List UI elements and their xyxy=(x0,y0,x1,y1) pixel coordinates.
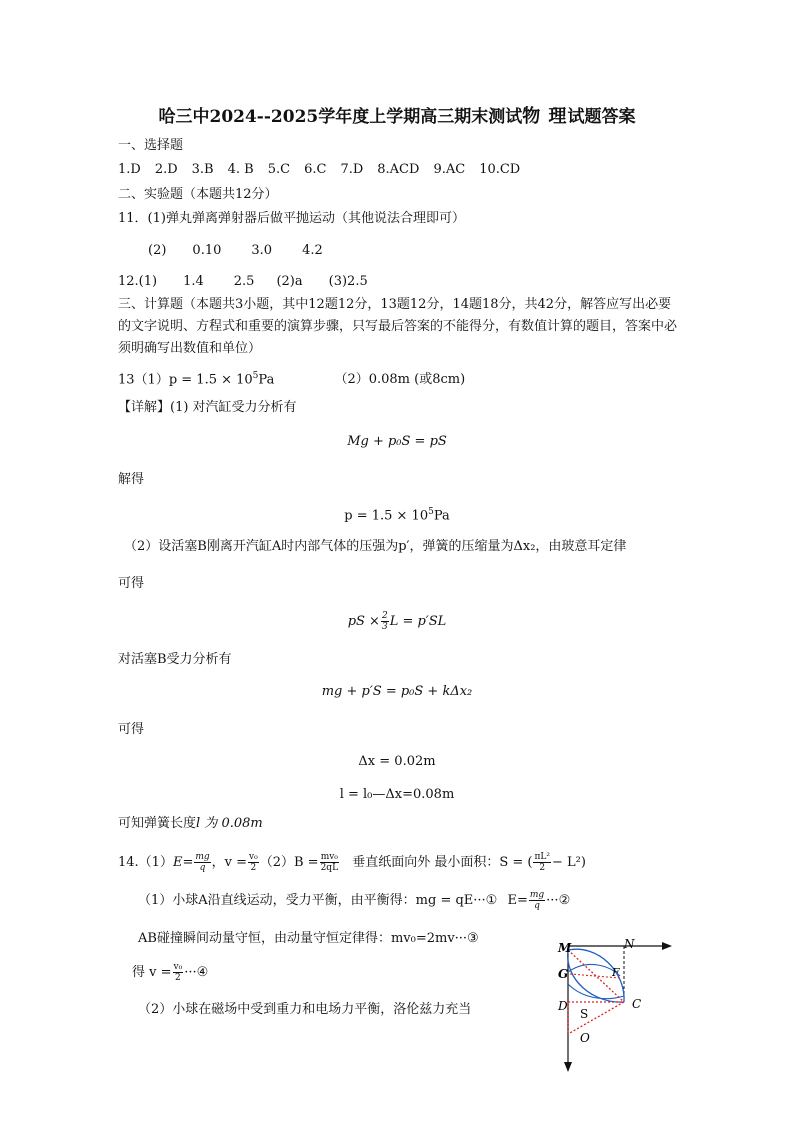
q14-e-frac xyxy=(194,852,210,873)
label-g: G xyxy=(558,967,569,981)
q13-eq2-unit: Pa xyxy=(433,508,450,524)
q14-line2-a: （1）小球A沿直线运动，受力平衡，由平衡得：mg = qE···① xyxy=(138,893,498,908)
choice-answer: 5.C xyxy=(267,162,291,177)
q13-eq2-base: p = 1.5 × 10 xyxy=(344,508,429,524)
magnetic-field-diagram xyxy=(548,936,678,1076)
q14-answers xyxy=(118,852,586,873)
q13-eq4: mg + p′S = p₀S + kΔx₂ xyxy=(321,684,473,699)
q13-eq3 xyxy=(0,611,794,632)
choice-answer: 8.ACD xyxy=(377,162,420,177)
q13-result: 可得 xyxy=(118,722,145,737)
q14-head: 14.（1） xyxy=(118,855,173,870)
q12-value: 1.4 xyxy=(183,274,204,289)
q14-v-lhs: ，v = xyxy=(211,855,248,870)
q12-value: (3)2.5 xyxy=(328,274,368,289)
frac-den: 2 xyxy=(539,863,546,873)
title-pre: 哈三中2024--2025学年度上学期高三期末测试 xyxy=(158,107,523,127)
q14-line5: （2）小球在磁场中受到重力和电场力平衡，洛伦兹力充当 xyxy=(138,1002,472,1017)
q13-solve: 解得 xyxy=(118,472,145,487)
frac-num: 2 xyxy=(381,611,388,621)
choice-answers xyxy=(118,162,520,178)
q13-answer-a-exp: 5 xyxy=(252,371,259,381)
q13-eq3-frac xyxy=(381,611,389,632)
section-experiment-heading: 二、实验题（本题共12分） xyxy=(118,187,278,202)
q13-detail: 【详解】(1) 对汽缸受力分析有 xyxy=(118,400,297,415)
label-c: C xyxy=(632,997,642,1011)
q13-eq2 xyxy=(0,504,794,524)
q13-forceB: 对活塞B受力分析有 xyxy=(118,652,232,667)
label-m: M xyxy=(558,941,572,955)
frac-num: v₀ xyxy=(173,962,183,972)
q12-value: (2)a xyxy=(276,274,303,289)
q13-conclusion-b: l 为 0.08m xyxy=(196,816,263,831)
q13-eq5: Δx = 0.02m xyxy=(358,754,436,769)
choice-answer: 3.B xyxy=(191,162,214,177)
q11-part2 xyxy=(148,243,323,259)
label-o: O xyxy=(580,1031,590,1045)
q13-part2: （2）设活塞B刚离开汽缸A时内部气体的压强为p′，弹簧的压缩量为Δx₂，由玻意耳定律 xyxy=(124,539,627,554)
q14-line4 xyxy=(132,962,208,983)
q11-value: 3.0 xyxy=(251,243,273,258)
q14-dir: 垂直纸面向外 最小面积：S = ( xyxy=(352,855,533,870)
q11-value: 0.10 xyxy=(192,243,222,258)
frac-num: mv₀ xyxy=(320,852,338,862)
frac-den: 2qL xyxy=(320,863,339,873)
q13-eq6: l = l₀—Δx=0.08m xyxy=(339,787,455,802)
q13-conclusion-a: 可知弹簧长度 xyxy=(118,816,197,831)
q14-v-frac xyxy=(248,852,259,873)
frac-num: mg xyxy=(529,890,545,900)
choice-answer: 6.C xyxy=(304,162,327,177)
choice-answer: 7.D xyxy=(340,162,364,177)
choice-answer: 4. B xyxy=(227,162,254,177)
q13-part2-cont: 可得 xyxy=(118,576,145,591)
frac-den: 2 xyxy=(175,973,181,983)
frac-den: 2 xyxy=(250,863,257,873)
frac-num: mg xyxy=(195,852,210,862)
q12-answers xyxy=(118,274,368,290)
q13-answer-a: 13（1）p = 1.5 × 10 xyxy=(118,372,253,388)
q14-line3: AB碰撞瞬间动量守恒，由动量守恒定律得：mv₀=2mv···③ xyxy=(138,931,479,946)
q14-line4-a: 得 v = xyxy=(132,965,172,980)
label-s: S xyxy=(580,1007,589,1021)
arrow-down xyxy=(564,1062,572,1072)
page-title xyxy=(0,106,794,128)
q14-line2 xyxy=(138,890,570,911)
arrow-right xyxy=(662,942,672,950)
line-co xyxy=(568,1002,624,1034)
q13-answers xyxy=(118,368,465,388)
q12-value: 2.5 xyxy=(233,274,255,289)
q12-label: 12.(1) xyxy=(118,274,158,289)
q13-eq2-exp: 5 xyxy=(428,507,434,517)
q13-eq3-right: L = p′SL xyxy=(389,614,447,629)
frac-num: πL² xyxy=(534,852,550,862)
q13-answer-a-unit: Pa xyxy=(258,372,275,388)
choice-answer: 9.AC xyxy=(433,162,466,177)
q14-line2-e: E= xyxy=(507,893,528,908)
section-choice-heading: 一、选择题 xyxy=(118,138,184,153)
choice-answer: 2.D xyxy=(154,162,178,177)
q11-value: 4.2 xyxy=(302,243,323,258)
choice-answer: 1.D xyxy=(118,162,141,177)
q13-eq3-left: pS × xyxy=(347,614,380,629)
q13-answer-b: （2）0.08m (或8cm) xyxy=(334,372,466,388)
title-post: 试题答案 xyxy=(567,107,636,127)
frac-num: v₀ xyxy=(249,852,258,862)
label-f: F xyxy=(612,966,620,979)
q14-s-frac xyxy=(533,852,551,873)
title-subject: 物 理 xyxy=(522,106,568,127)
q14-line2-frac xyxy=(529,890,545,911)
q14-line4-frac xyxy=(173,962,184,983)
q11-part2-label: (2) xyxy=(148,243,167,258)
q14-e-lhs: E= xyxy=(172,855,194,870)
frac-den: q xyxy=(199,863,206,873)
q13-eq1: Mg + p₀S = pS xyxy=(347,434,447,449)
frac-den: q xyxy=(534,901,540,911)
q14-line2-tail: ···② xyxy=(546,893,571,908)
q13-conclusion xyxy=(118,816,263,832)
q14-s-tail: − L²) xyxy=(551,855,586,870)
q11-part1: 11．(1)弹丸弹离弹射器后做平抛运动（其他说法合理即可） xyxy=(118,211,465,226)
label-n: N xyxy=(624,937,635,951)
choice-answer: 10.CD xyxy=(479,162,521,177)
label-d: D xyxy=(558,999,568,1013)
q14-b-lbl: （2）B = xyxy=(259,855,319,870)
q14-b-frac xyxy=(320,852,339,873)
q14-line4-tail: ···④ xyxy=(184,965,209,980)
frac-den: 3 xyxy=(381,622,388,632)
section-calc-heading: 三、计算题（本题共3小题，其中12题12分，13题12分，14题18分，共42分，解答应写出必要的文字说明、方程式和重要的演算步骤，只写最后答案的不能得分，有数值计算的题目，答案中必须明确写出数值和单位） xyxy=(118,297,678,356)
